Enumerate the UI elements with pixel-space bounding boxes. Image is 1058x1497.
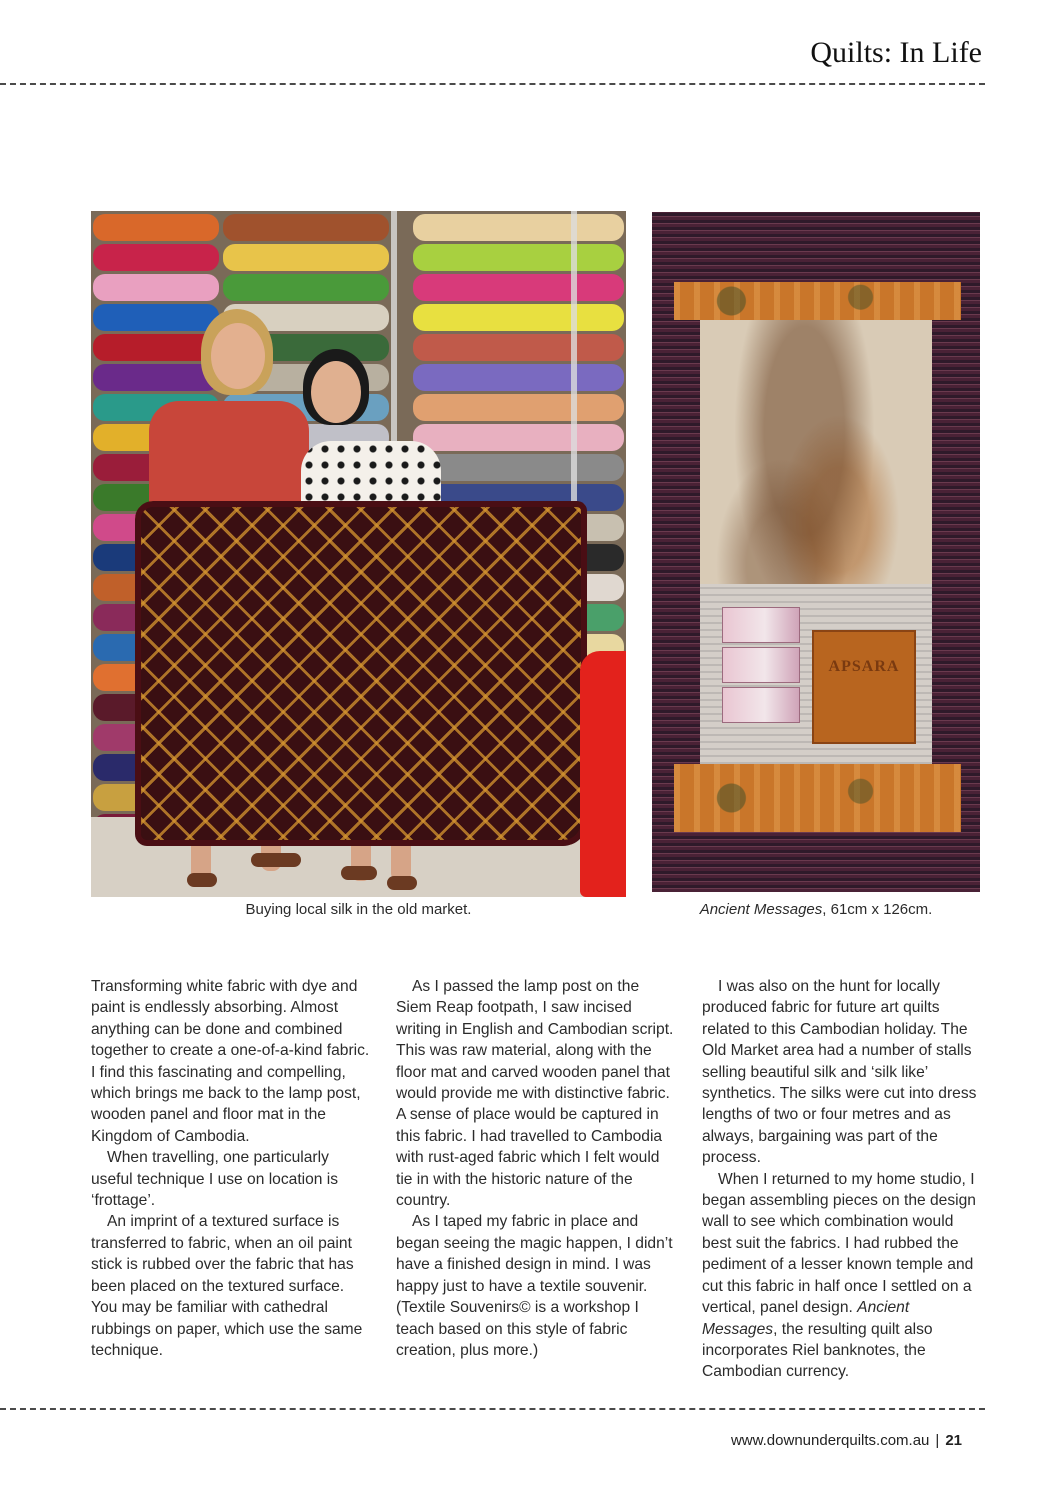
footer-separator: | (935, 1432, 940, 1449)
page-number: 21 (945, 1432, 962, 1449)
article-column-2 (396, 976, 678, 1361)
apsara-patch-text: APSARA (828, 658, 900, 675)
article-paragraph (702, 1169, 984, 1383)
quilt-top-band (674, 282, 961, 320)
article-paragraph: When travelling, one particularly useful technique I use on location is ‘frottage’. (91, 1149, 339, 1210)
article-text: When I returned to my home studio, I began assembling pieces on the design wall to see which combination would best suit the fabrics. I had rubbed the pediment of a lesser known temple and cut this fabric in half once I settled on a vertical, panel design. (702, 1170, 976, 1317)
footer-url[interactable]: www.downunderquilts.com.au (730, 1432, 930, 1449)
article-paragraph: Transforming white fabric with dye and paint is endlessly absorbing. Almost anything can be done and combined together to create a one-of-a-kind fabric. I find this fascinating and compelling, which brings me back to the lamp post, wooden panel and floor mat in the Kingdom of Cambodia. (91, 978, 370, 1145)
red-chair (580, 651, 626, 897)
market-photo (91, 211, 626, 897)
quilt-photo-caption (652, 901, 980, 918)
article-paragraph: As I taped my fabric in place and began seeing the magic happen, I didn’t have a finished design in mind. I was happy just to have a textile souvenir. (Textile Souvenirs© is a workshop I teach based on this style of fabric creation, plus more.) (396, 1213, 673, 1359)
footer (731, 1432, 962, 1449)
silk-fabric (135, 501, 587, 846)
top-dashed-rule (0, 83, 985, 85)
article-paragraph: As I passed the lamp post on the Siem Reap footpath, I saw incised writing in English and Cambodian script. This was raw material, along with the floor mat and carved wooden panel that would provide me with distinctive fabric. A sense of place would be captured in this fabric. I had travelled to Cambodia with rust-aged fabric which I felt would tie in with the historic nature of the country. (396, 978, 674, 1210)
quilt-bottom-band (674, 764, 961, 832)
banknote (722, 647, 800, 683)
market-photo-caption: Buying local silk in the old market. (245, 901, 472, 918)
article-text: , the resulting quilt also incorporates Riel banknotes, the Cambodian currency. (702, 1320, 933, 1381)
bottom-dashed-rule (0, 1408, 985, 1410)
article-paragraph: An imprint of a textured surface is transferred to fabric, when an oil paint stick is rubbed over the fabric that has been placed on the textured surface. You may be familiar with cathedral rubbings on paper, which use the same technique. (91, 1213, 363, 1359)
article-column-1 (91, 976, 373, 1361)
quilt-caption-dimensions: , 61cm x 126cm. (822, 901, 933, 918)
quilt-caption-title: Ancient Messages (699, 901, 823, 918)
article-quilt-title: Ancient Messages (702, 1299, 910, 1338)
banknote (722, 687, 800, 723)
section-title: Quilts: In Life (810, 36, 982, 69)
article-paragraph: I was also on the hunt for locally produced fabric for future art quilts related to this Cambodian holiday. The Old Market area had a number of stalls selling beautiful silk and ‘silk like’ synthetics. The silks were cut into dress lengths of two or four metres and as always, bargaining was part of the process. (702, 978, 977, 1167)
quilt-photo (652, 212, 980, 892)
banknote (722, 607, 800, 643)
article-column-3 (702, 976, 984, 1383)
apsara-patch (812, 630, 916, 744)
